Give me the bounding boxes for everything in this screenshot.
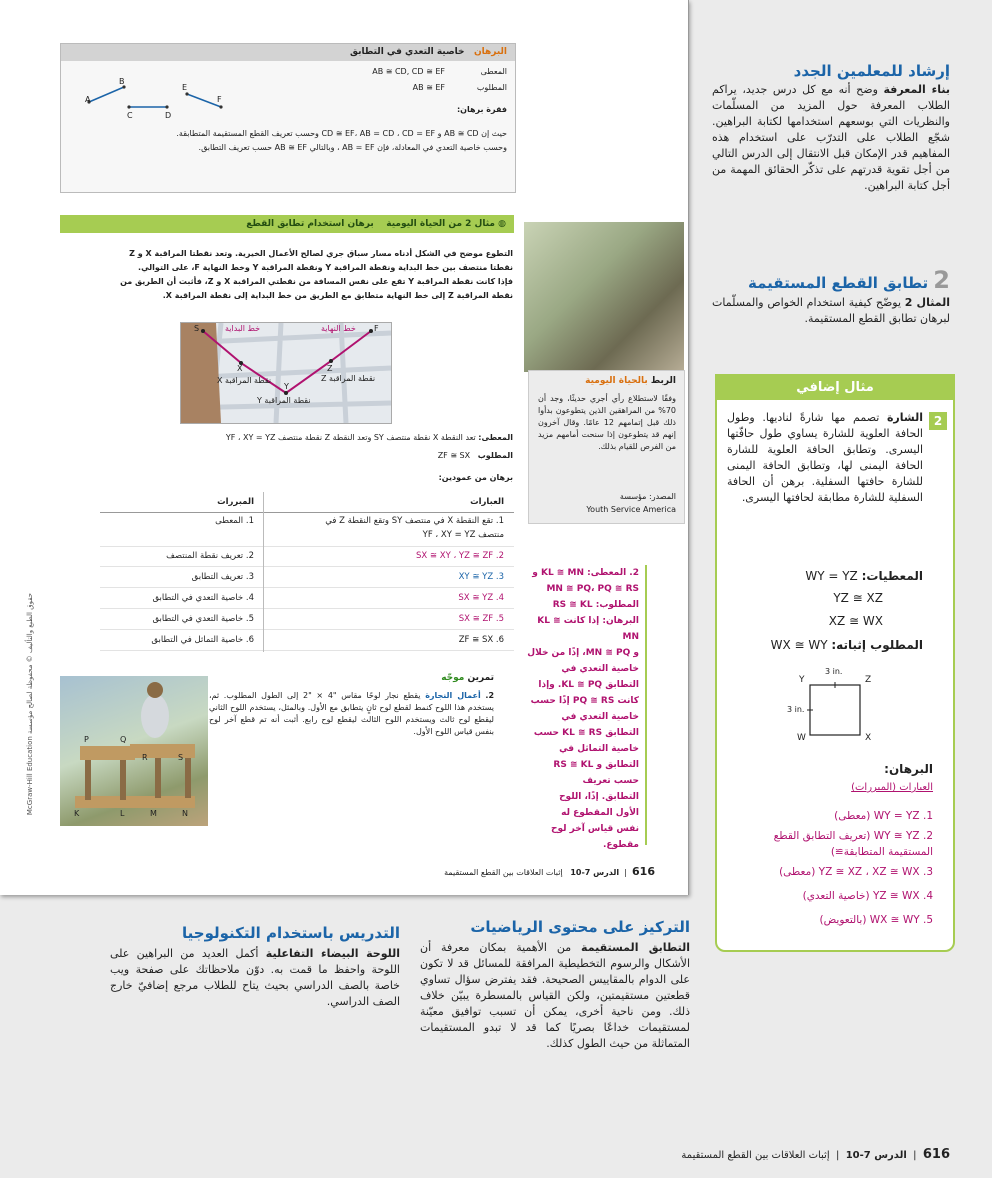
- ex2-prove-label: المطلوب: [477, 451, 513, 460]
- math-heading: التركيز على محتوى الرياضيات: [470, 918, 690, 936]
- extra-example-header: مثال إضافي: [717, 376, 953, 400]
- proof-line: 3. YZ ≅ XZ ، XZ ≅ WX (معطى): [779, 866, 933, 878]
- map-start: خط البداية: [225, 324, 261, 333]
- proof-line: 4. YZ ≅ WX (خاصية التعدي): [802, 890, 933, 902]
- point-c: C: [127, 111, 133, 120]
- given-label: المعطى: [480, 67, 507, 76]
- publisher-credit: حقوق الطبع والتأليف © محفوظة لصالح مؤسسة McGraw-Hill Education: [26, 592, 34, 816]
- two-column-label: برهان من عمودين:: [438, 473, 513, 482]
- real-life-source-label: المصدر: مؤسسة: [619, 492, 676, 501]
- section-heading: [700, 266, 950, 294]
- table-row: 3. XY ≅ YZ 3. تعريف التطابق: [100, 567, 514, 588]
- proof-line: 5. WX ≅ WY (بالتعويض): [819, 914, 933, 926]
- tech-text: أكمل العديد من البراهين على اللوحة واحفظ ما قمت به. دوّن ملاحظاتك على صفحة ويب خاصة بالصف الدراسي بحيث يتاح للطلاب مرجع إضافيّ خارج الصف الدراسي.: [110, 947, 400, 1008]
- extra-text: تصمم مها شارةً لناديها. وطول الحافة العلوية للشارة يساوي طول حافّتها اليسرى. وتطابق الحافة العلوية للشارة الحافة اليمنى لها، وتطابق الحافة اليمنى للشارة حافتها السفلية. برهن أن الحافة السفلية للشارة مطابقة لحافتها اليسرى.: [727, 411, 923, 504]
- volunteer-photo: [524, 222, 684, 372]
- answer-column: 2. المعطى: KL ≅ MN و MN ≅ PQ، PQ ≅ RS المطلوب: RS ≅ KL البرهان: إذا كانت KL ≅ MN و MN ≅ PQ، إذًا من خلال خاصية التعدي في التطابق KL ≅ PQ. وإذا كانت PQ ≅ RS إذًا حسب خاصية التعدي في التطابق KL ≅ RS حسب خاصية التماثل في التطابق و RS ≅ KL حسب تعريف التطابق. إذًا، اللوح الأول المقطوع له نفس قياس آخر لوح مقطوع.: [520, 565, 647, 845]
- exercise-topic: أعمال النجارة: [425, 691, 481, 700]
- real-life-box: [528, 370, 685, 524]
- extra-number: 2: [929, 412, 947, 430]
- extra-example-box: [715, 374, 955, 952]
- map-label-z: Z: [327, 364, 333, 373]
- proof-title: خاصية التعدي في التطابق: [350, 47, 465, 57]
- math-paragraph: [420, 940, 690, 1052]
- inner-lesson: الدرس 7-10: [570, 868, 620, 877]
- extra-bold: الشارة: [886, 411, 923, 424]
- proof-line: 2. WY ≅ YZ (تعريف التطابق القطع المستقيمة المتطابقة≅): [773, 830, 933, 858]
- section-title: تطابق القطع المستقيمة: [748, 274, 929, 292]
- ex2-given-label: المعطى:: [478, 433, 513, 442]
- table-row: 4. SX ≅ YZ 4. خاصية التعدي في التطابق: [100, 588, 514, 609]
- map-checkpoint-y: نقطة المراقبة Y: [257, 396, 311, 405]
- ex2-prove-text: ZF ≅ SX: [437, 451, 471, 460]
- proof-box-header: [61, 44, 515, 61]
- real-life-title: بالحياة اليومية: [585, 376, 648, 386]
- fig-top-length: 3 in.: [825, 667, 843, 676]
- paragraph-line-1: حيث إن AB ≅ CD و CD ≅ EF، AB = CD ، CD = EF وحسب تعريف القطع المستقيمة المتطابقة.: [176, 129, 507, 138]
- globe-icon: ◍: [498, 219, 506, 229]
- real-life-source: Youth Service America: [586, 505, 676, 514]
- example-2-prefix: مثال 2 من الحياة اليومية: [386, 219, 495, 229]
- map-finish: خط النهاية: [321, 324, 356, 333]
- fig-y: Y: [799, 675, 805, 685]
- example-2-body-3: فإذا كانت نقطة المراقبة Y تقع على نفس المسافة من نقطتي المراقبة X و Z، فأثبت أن الطريق من: [120, 277, 513, 286]
- example-2-header: [60, 215, 514, 233]
- section-paragraph: [712, 295, 950, 327]
- section-number: 2: [933, 266, 950, 294]
- extra-prove-label: المطلوب إثباته:: [831, 638, 923, 652]
- page-footer: 616 | الدرس 7-10 | إثبات العلاقات بين القطع المستقيمة: [681, 1147, 950, 1162]
- badge-square-figure: [805, 680, 875, 740]
- tech-heading: التدريس باستخدام التكنولوجيا: [182, 924, 400, 942]
- extra-proof-header: العبارات (المبررات): [851, 782, 933, 793]
- point-a: A: [85, 95, 91, 104]
- extra-proof-lines: [728, 804, 933, 932]
- fig-left-length: 3 in.: [787, 705, 805, 714]
- proof-line: 1. WY = YZ (معطى): [834, 810, 933, 822]
- example-2-title: برهان استخدام تطابق القطع: [246, 219, 374, 229]
- map-label-f: F: [374, 324, 379, 333]
- guide-paragraph: [712, 82, 950, 194]
- guide-text: وضح أنه مع كل درس جديد، يراكم الطلاب المعرفة حول المزيد من المسلّمات والنظريات التي بوسعهم استخدامها لكتابة البراهين. شجّع الطلاب على التدرّب على استخدام هذه المفاهيم قدر الإمكان قبل الانتقال إلى الدرس التالي من أجل تقوية قدرتهم على تذكّر الحقائق المهمة من أجل كتابة البراهين.: [712, 83, 950, 192]
- section-bold: المثال 2: [904, 296, 950, 309]
- extra-prove-value: WX ≅ WY: [770, 638, 828, 652]
- guide-heading: إرشاد للمعلمين الجدد: [793, 62, 950, 80]
- example-2-body-4: نقطة المراقبة Z إلى خط النهاية متطابق مع الطريق من خط البداية إلى نقطة المراقبة X.: [162, 291, 513, 300]
- point-f: F: [217, 95, 222, 104]
- extra-proof-label: البرهان:: [884, 762, 933, 776]
- inner-footer: 616 | الدرس 7-10 إثبات العلاقات بين القطع المستقيمة: [444, 865, 655, 878]
- inner-page-number: 616: [632, 865, 655, 878]
- paragraph-proof-label: فقرة برهان:: [456, 105, 507, 114]
- math-bold: التطابق المستقيمة: [581, 941, 690, 954]
- page-number: 616: [922, 1147, 950, 1162]
- exercise-number: 2.: [485, 691, 495, 700]
- table-row: 6. ZF ≅ SX 6. خاصية التماثل في التطابق: [100, 630, 514, 651]
- table-row: 2. SX ≅ XY ، YZ ≅ ZF 2. تعريف نقطة المنتصف: [100, 546, 514, 567]
- map-label-s: S: [194, 324, 200, 333]
- paragraph-line-2: وحسب خاصية التعدي في المعادلة، فإن AB = EF ، وبالتالي AB ≅ EF حسب تعريف التطابق.: [198, 143, 507, 152]
- proof-box: [60, 43, 516, 193]
- prove-label: المطلوب: [476, 83, 507, 92]
- section-text: يوضّح كيفية استخدام الخواص والمسلّمات لبرهان تطابق القطع المستقيمة.: [712, 296, 950, 325]
- exercise-text: يقطع نجار لوحًا مقاس "4 × "2 إلى الطول المطلوب. ثم، يستخدم هذا اللوح كنمط لقطع لوح ثانٍ يتطابق مع الأول. وبالمثل، يستخدم اللوح الثاني ليقطع لوح ثالث ويستخدم اللوح الثالث ليقطع لوح رابع. أثبت أنه تم قطع آخر لوح بنفس قياس اللوح الأول.: [209, 691, 494, 736]
- col-statements: العبارات: [470, 497, 504, 507]
- footer-lesson: الدرس 7-10: [845, 1150, 907, 1161]
- point-b: B: [119, 77, 125, 86]
- table-row: 1. تقع النقطة X في منتصف SY وتقع النقطة Z في منتصف YF ، XY = YZ 1. المعطى: [100, 514, 514, 547]
- point-d: D: [165, 111, 172, 120]
- footer-title: إثبات العلاقات بين القطع المستقيمة: [681, 1150, 830, 1161]
- exercise-title: موجّه: [441, 673, 465, 683]
- carpenter-photo: P Q R S K L M N: [60, 676, 208, 826]
- real-life-prefix: الربط: [650, 376, 676, 386]
- segment-ab: [89, 87, 124, 102]
- prove-value: AB ≅ EF: [412, 83, 445, 92]
- point-e: E: [182, 83, 188, 92]
- segment-ef: [187, 94, 221, 107]
- tech-bold: اللوحة البيضاء التفاعلية: [265, 947, 401, 960]
- real-life-text: وفقًا لاستطلاع رأي أجري حديثًا، وجد أن 70% من المراهقين الذين يتطوعون بدأوا ذلك قبل إتمامهم 12 عامًا. وقال آخرون إنهم قد يتطوعون إذا سنحت أمامهم مزيد من الفرص للقيام بذلك.: [538, 394, 676, 451]
- col-reasons: المبررات: [217, 497, 254, 507]
- map-checkpoint-z: نقطة المراقبة Z: [321, 374, 376, 383]
- guide-bold: بناء المعرفة: [883, 83, 951, 96]
- fig-z: Z: [865, 675, 872, 685]
- given-value: AB ≅ CD, CD ≅ EF: [372, 67, 445, 76]
- proof-label: البرهان: [473, 47, 507, 57]
- fig-w: W: [797, 733, 806, 743]
- table-row: 5. SX ≅ ZF 5. خاصية التعدي في التطابق: [100, 609, 514, 630]
- example-2-body-1: التطوع موضح في الشكل أدناه مسار سباق جري لصالح الأعمال الخيرية. وتعد نقطتا المراقبة X و Z: [129, 249, 513, 258]
- example-2-body-2: نقطتا منتصف بين خط البداية ونقطة المراقبة Y ونقطة المراقبة Y وخط النهاية F، على التوالي.: [138, 263, 513, 272]
- ex2-given-text: تعد النقطة X نقطة منتصف SY وتعد النقطة Z نقطة منتصف YF ، XY = YZ: [225, 433, 476, 442]
- segments-diagram: [79, 72, 249, 122]
- extra-given-label: المعطيات:: [861, 569, 923, 583]
- table-header: [100, 492, 514, 513]
- extra-given-2: YZ ≅ XZ: [833, 591, 883, 605]
- map-label-y: Y: [284, 382, 289, 391]
- tech-paragraph: [110, 946, 400, 1010]
- inner-lesson-title: إثبات العلاقات بين القطع المستقيمة: [444, 868, 563, 877]
- fig-x: X: [865, 733, 872, 743]
- math-text: من الأهمية بمكان معرفة أن الأشكال والرسوم التخطيطية المرافقة للمسائل قد لا تكون على الدوام بالمقاييس الصحيحة. فقد يفترض سؤال تساوي قطعتين مستقيمتين، ولكن القياس بالمسطرة يبيّن خلاف ذلك. ومن ناحية أخرى، يمكن أن تسبب توافيق معيّنة لمستقيمات خداعًا بصريًا كما قد لا تبدو المستقيمات المتماثلة من حيث الطول كذلك.: [420, 941, 690, 1050]
- map-checkpoint-x: نقطة المراقبة X: [217, 376, 272, 385]
- extra-given-3: XZ ≅ WX: [828, 614, 883, 628]
- exercise-prefix: تمرين: [467, 673, 494, 683]
- extra-given-1: WY = YZ: [805, 569, 858, 583]
- extra-paragraph: [727, 410, 923, 506]
- map-label-x: X: [237, 364, 243, 373]
- race-map-image: [180, 322, 392, 424]
